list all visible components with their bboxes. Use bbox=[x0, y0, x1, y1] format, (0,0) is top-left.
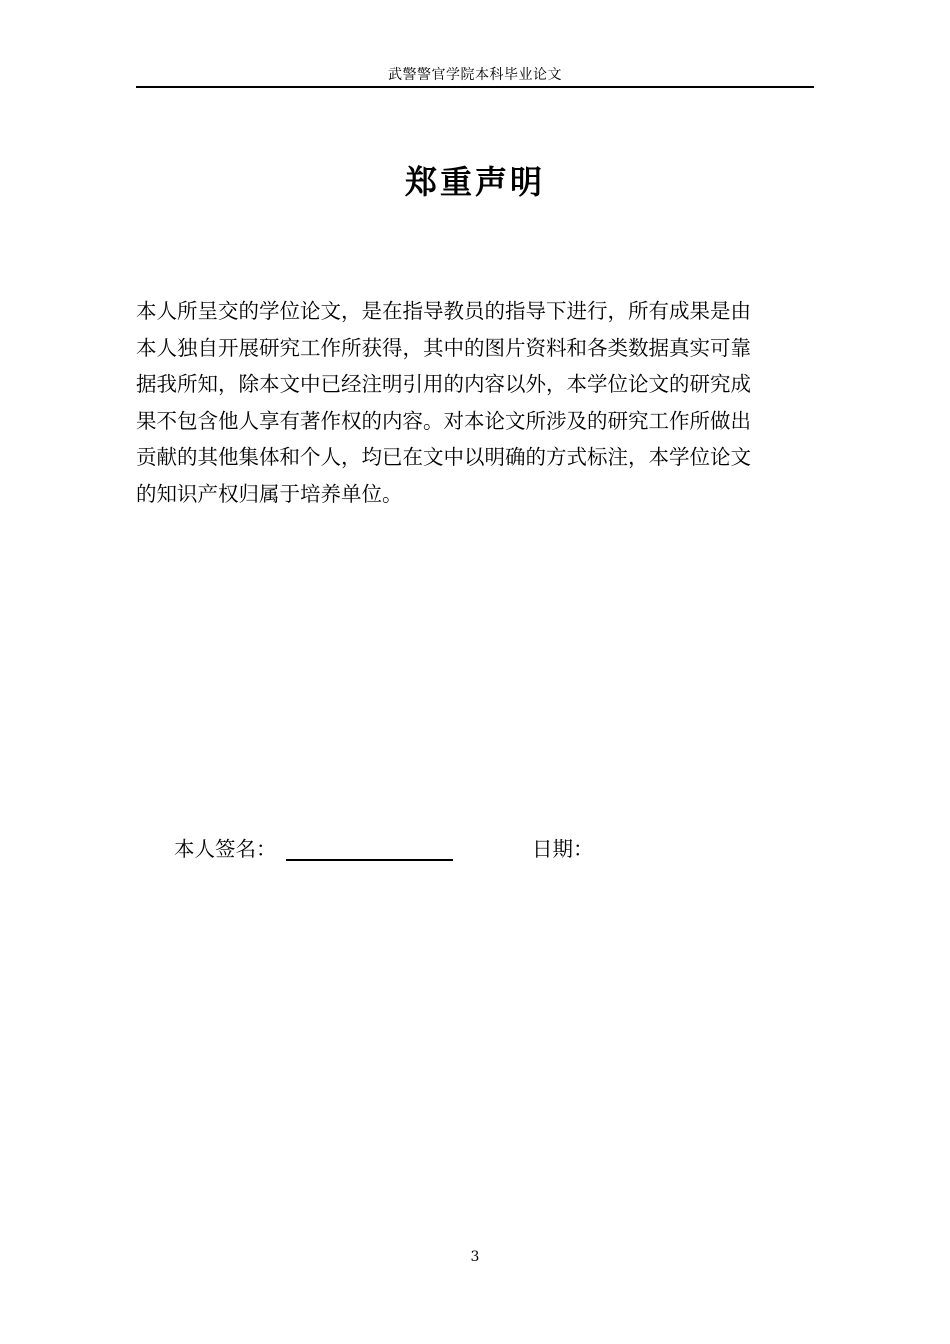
declaration-line: 本人独自开展研究工作所获得，其中的图片资料和各类数据真实可靠 bbox=[136, 335, 751, 360]
running-header: 武警警官学院本科毕业论文 bbox=[388, 67, 562, 83]
date-label: 日期： bbox=[532, 837, 594, 861]
signature-row bbox=[174, 831, 814, 867]
header-rule bbox=[136, 86, 814, 88]
page-number: 3 bbox=[470, 1249, 480, 1265]
page-title: 郑重声明 bbox=[404, 163, 545, 201]
declaration-line: 的知识产权归属于培养单位。 bbox=[136, 481, 403, 506]
declaration-body bbox=[136, 293, 821, 512]
declaration-line: 据我所知，除本文中已经注明引用的内容以外，本学位论文的研究成 bbox=[136, 372, 751, 396]
declaration-line: 本人所呈交的学位论文，是在指导教员的指导下进行，所有成果是由 bbox=[136, 299, 751, 323]
signature-blank-line bbox=[286, 859, 453, 861]
declaration-line: 贡献的其他集体和个人，均已在文中以明确的方式标注，本学位论文 bbox=[136, 445, 751, 469]
declaration-line: 果不包含他人享有著作权的内容。对本论文所涉及的研究工作所做出 bbox=[136, 408, 751, 433]
signature-label: 本人签名： bbox=[174, 837, 277, 861]
